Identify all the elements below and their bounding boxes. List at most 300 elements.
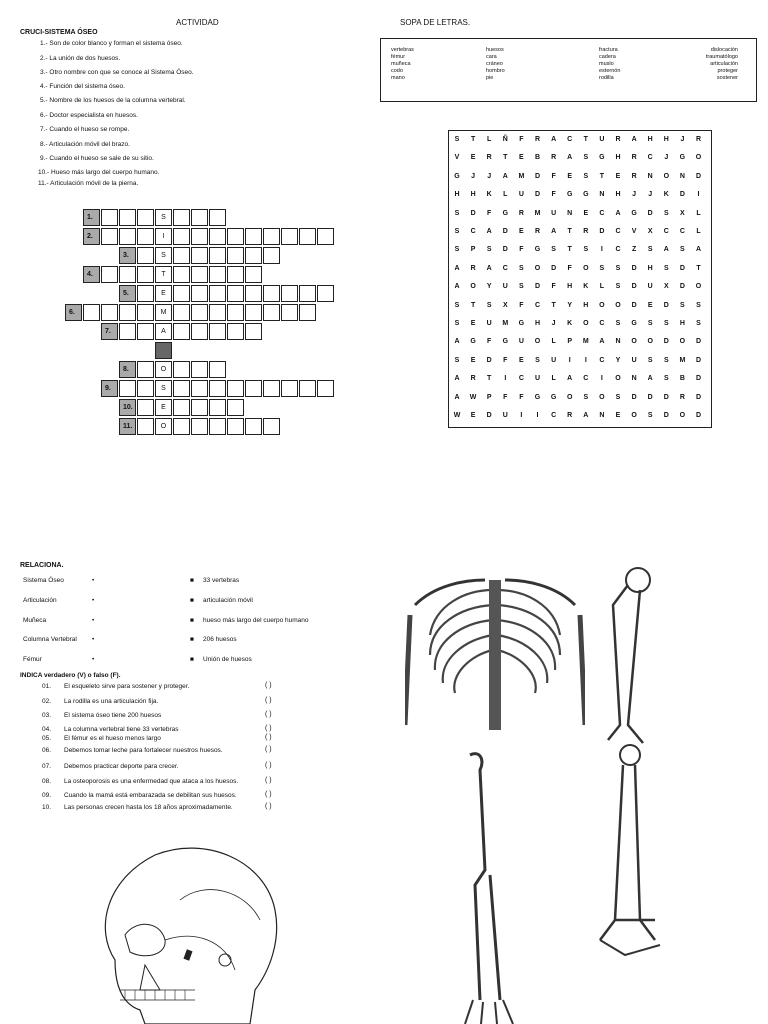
crossword-input-cell[interactable]: [101, 228, 118, 245]
word-search-letter[interactable]: D: [695, 338, 702, 346]
word-search-letter[interactable]: S: [663, 209, 669, 217]
crossword-input-cell[interactable]: [137, 399, 154, 416]
word-search-letter[interactable]: D: [631, 393, 637, 401]
word-search-letter[interactable]: C: [615, 228, 621, 235]
word-search-letter[interactable]: C: [583, 375, 589, 383]
word-search-letter[interactable]: D: [631, 264, 637, 272]
word-search-letter[interactable]: C: [679, 228, 685, 235]
word-search-letter[interactable]: E: [470, 356, 476, 364]
word-search-letter[interactable]: R: [470, 264, 476, 272]
relaciona-left-bullet[interactable]: •: [92, 656, 95, 663]
crossword-input-cell[interactable]: [173, 418, 190, 435]
crossword-input-cell[interactable]: [119, 304, 136, 321]
word-search-letter[interactable]: S: [680, 246, 685, 254]
word-search-letter[interactable]: S: [454, 246, 460, 254]
word-search-letter[interactable]: E: [470, 154, 476, 162]
word-search-letter[interactable]: O: [679, 338, 686, 346]
relaciona-right-bullet[interactable]: ■: [190, 597, 194, 604]
word-search-letter[interactable]: U: [551, 356, 557, 364]
word-search-letter[interactable]: D: [663, 412, 669, 419]
word-search-letter[interactable]: D: [631, 301, 637, 309]
word-search-letter[interactable]: U: [518, 338, 524, 346]
crossword-input-cell[interactable]: [245, 380, 262, 397]
tf-answer-blank[interactable]: ( ): [265, 803, 272, 810]
word-search-letter[interactable]: H: [663, 136, 669, 143]
word-search-letter[interactable]: I: [504, 375, 507, 383]
word-search-letter[interactable]: D: [695, 393, 702, 401]
word-search-letter[interactable]: S: [583, 154, 589, 162]
word-search-letter[interactable]: G: [518, 320, 525, 327]
word-search-letter[interactable]: N: [631, 375, 637, 383]
crossword-input-cell[interactable]: [299, 285, 316, 302]
word-search-letter[interactable]: C: [470, 228, 476, 235]
crossword-input-cell[interactable]: [209, 304, 226, 321]
word-search-letter[interactable]: N: [679, 172, 685, 180]
crossword-input-cell[interactable]: [227, 228, 244, 245]
word-search-letter[interactable]: L: [696, 209, 701, 217]
word-search-letter[interactable]: C: [599, 320, 605, 327]
crossword-input-cell[interactable]: [173, 266, 190, 283]
crossword-input-cell[interactable]: [137, 285, 154, 302]
word-search-letter[interactable]: H: [647, 136, 653, 143]
word-search-letter[interactable]: G: [599, 154, 605, 162]
word-search-letter[interactable]: K: [486, 191, 492, 199]
word-search-letter[interactable]: G: [534, 246, 541, 254]
crossword-input-cell[interactable]: [227, 418, 244, 435]
word-search-letter[interactable]: S: [551, 246, 556, 254]
word-search-letter[interactable]: D: [663, 393, 669, 401]
crossword-input-cell[interactable]: [209, 247, 226, 264]
word-search-letter[interactable]: D: [631, 283, 637, 291]
word-search-letter[interactable]: B: [679, 375, 685, 383]
word-search-letter[interactable]: S: [454, 301, 460, 309]
word-search-letter[interactable]: C: [663, 228, 669, 235]
word-search-letter[interactable]: B: [534, 154, 541, 162]
word-search-letter[interactable]: F: [487, 338, 492, 346]
word-search-letter[interactable]: S: [647, 356, 653, 364]
crossword-input-cell[interactable]: [83, 304, 100, 321]
word-search-letter[interactable]: U: [518, 191, 524, 199]
crossword-input-cell[interactable]: [137, 209, 154, 226]
word-search-letter[interactable]: A: [583, 412, 589, 419]
crossword-input-cell[interactable]: [173, 304, 190, 321]
word-search-letter[interactable]: E: [470, 412, 476, 419]
word-search-letter[interactable]: O: [583, 320, 589, 327]
crossword-input-cell[interactable]: [299, 228, 316, 245]
word-search-letter[interactable]: P: [486, 393, 492, 401]
crossword-input-cell[interactable]: [137, 418, 154, 435]
word-search-letter[interactable]: S: [680, 301, 685, 309]
crossword-input-cell[interactable]: [299, 380, 316, 397]
relaciona-left-bullet[interactable]: •: [92, 597, 95, 604]
word-search-letter[interactable]: G: [454, 172, 460, 180]
relaciona-right-bullet[interactable]: ■: [190, 577, 194, 584]
crossword-input-cell[interactable]: [227, 266, 244, 283]
word-search-letter[interactable]: D: [470, 209, 476, 217]
word-search-letter[interactable]: T: [567, 228, 572, 235]
word-search-letter[interactable]: A: [647, 375, 653, 383]
word-search-letter[interactable]: T: [487, 375, 492, 383]
word-search-letter[interactable]: O: [647, 338, 653, 346]
word-search-letter[interactable]: E: [647, 301, 653, 309]
crossword-input-cell[interactable]: [209, 323, 226, 340]
word-search-letter[interactable]: F: [503, 393, 508, 401]
word-search-letter[interactable]: H: [615, 154, 621, 162]
relaciona-right-bullet[interactable]: ■: [190, 656, 194, 663]
word-search-letter[interactable]: S: [647, 246, 653, 254]
word-search-letter[interactable]: R: [518, 209, 524, 217]
word-search-letter[interactable]: S: [647, 320, 653, 327]
word-search-letter[interactable]: G: [631, 209, 637, 217]
word-search-letter[interactable]: T: [583, 136, 588, 143]
word-search-letter[interactable]: C: [551, 412, 557, 419]
crossword-input-cell[interactable]: [101, 304, 118, 321]
word-search-letter[interactable]: S: [615, 393, 621, 401]
crossword-input-cell[interactable]: [227, 247, 244, 264]
word-search-grid[interactable]: [448, 130, 712, 428]
word-search-letter[interactable]: C: [567, 136, 573, 143]
word-search-letter[interactable]: S: [454, 136, 460, 143]
word-search-letter[interactable]: K: [567, 320, 573, 327]
crossword-input-cell[interactable]: [209, 418, 226, 435]
crossword-input-cell[interactable]: [299, 304, 316, 321]
word-search-letter[interactable]: C: [502, 264, 508, 272]
word-search-letter[interactable]: H: [454, 191, 460, 199]
word-search-letter[interactable]: D: [599, 228, 605, 235]
word-search-letter[interactable]: I: [600, 246, 603, 254]
word-search-letter[interactable]: S: [663, 320, 669, 327]
word-search-letter[interactable]: D: [551, 264, 557, 272]
word-search-letter[interactable]: W: [469, 393, 477, 401]
crossword-input-cell[interactable]: [209, 285, 226, 302]
word-search-letter[interactable]: P: [470, 246, 476, 254]
word-search-letter[interactable]: R: [615, 136, 621, 143]
word-search-letter[interactable]: D: [679, 191, 685, 199]
word-search-letter[interactable]: A: [454, 393, 460, 401]
word-search-letter[interactable]: C: [615, 246, 621, 254]
word-search-letter[interactable]: O: [695, 283, 702, 291]
word-search-letter[interactable]: L: [551, 375, 556, 383]
word-search-letter[interactable]: R: [679, 393, 685, 401]
crossword-input-cell[interactable]: [263, 285, 280, 302]
crossword-input-cell[interactable]: [209, 361, 226, 378]
word-search-letter[interactable]: M: [582, 338, 589, 346]
word-search-letter[interactable]: A: [486, 228, 492, 235]
crossword-input-cell[interactable]: [209, 228, 226, 245]
word-search-letter[interactable]: V: [454, 154, 460, 162]
word-search-letter[interactable]: X: [680, 209, 685, 217]
crossword-input-cell[interactable]: [101, 209, 118, 226]
crossword-input-cell[interactable]: [281, 380, 298, 397]
word-search-letter[interactable]: L: [551, 338, 556, 346]
word-search-letter[interactable]: Y: [486, 283, 492, 291]
word-search-letter[interactable]: N: [567, 209, 573, 217]
word-search-letter[interactable]: O: [695, 154, 702, 162]
word-search-letter[interactable]: O: [663, 172, 670, 180]
word-search-letter[interactable]: S: [519, 264, 524, 272]
word-search-letter[interactable]: O: [534, 264, 541, 272]
crossword-input-cell[interactable]: [191, 418, 208, 435]
word-search-letter[interactable]: F: [551, 172, 556, 180]
crossword-input-cell[interactable]: [191, 247, 208, 264]
word-search-letter[interactable]: E: [615, 172, 621, 180]
relaciona-right-bullet[interactable]: ■: [190, 636, 194, 643]
word-search-letter[interactable]: J: [471, 172, 476, 180]
word-search-letter[interactable]: D: [647, 209, 653, 217]
word-search-letter[interactable]: U: [599, 136, 605, 143]
word-search-letter[interactable]: A: [551, 136, 557, 143]
word-search-letter[interactable]: A: [551, 228, 557, 235]
word-search-letter[interactable]: S: [647, 412, 653, 419]
word-search-letter[interactable]: S: [583, 246, 589, 254]
word-search-letter[interactable]: E: [470, 320, 476, 327]
word-search-letter[interactable]: A: [567, 375, 573, 383]
tf-answer-blank[interactable]: ( ): [265, 777, 272, 784]
relaciona-right-bullet[interactable]: ■: [190, 617, 194, 624]
crossword-input-cell[interactable]: [317, 285, 334, 302]
word-search-letter[interactable]: Z: [631, 246, 637, 254]
crossword-input-cell[interactable]: [119, 266, 136, 283]
word-search-letter[interactable]: X: [647, 228, 653, 235]
crossword-input-cell[interactable]: [317, 228, 334, 245]
crossword-input-cell[interactable]: [173, 209, 190, 226]
word-search-letter[interactable]: R: [470, 375, 476, 383]
word-search-letter[interactable]: R: [486, 154, 492, 162]
crossword-input-cell[interactable]: [245, 418, 262, 435]
word-search-letter[interactable]: I: [568, 356, 571, 364]
word-search-letter[interactable]: O: [470, 283, 476, 291]
word-search-letter[interactable]: C: [518, 375, 524, 383]
word-search-letter[interactable]: L: [696, 228, 701, 235]
tf-answer-blank[interactable]: ( ): [265, 791, 272, 798]
word-search-letter[interactable]: N: [599, 191, 605, 199]
crossword-input-cell[interactable]: [245, 323, 262, 340]
word-search-letter[interactable]: H: [647, 264, 653, 272]
word-search-letter[interactable]: A: [567, 154, 573, 162]
crossword-input-cell[interactable]: [137, 304, 154, 321]
word-search-letter[interactable]: R: [631, 172, 637, 180]
crossword-input-cell[interactable]: [317, 380, 334, 397]
word-search-letter[interactable]: H: [679, 320, 685, 327]
crossword-input-cell[interactable]: [263, 418, 280, 435]
word-search-letter[interactable]: G: [583, 191, 589, 199]
word-search-letter[interactable]: H: [534, 320, 541, 327]
word-search-letter[interactable]: D: [679, 283, 685, 291]
word-search-letter[interactable]: I: [536, 412, 539, 419]
word-search-letter[interactable]: R: [583, 228, 589, 235]
word-search-letter[interactable]: E: [583, 209, 589, 217]
crossword-input-cell[interactable]: [137, 247, 154, 264]
word-search-letter[interactable]: G: [550, 393, 557, 401]
word-search-letter[interactable]: A: [454, 264, 460, 272]
tf-answer-blank[interactable]: ( ): [265, 697, 272, 704]
crossword-input-cell[interactable]: [119, 380, 136, 397]
word-search-letter[interactable]: D: [486, 412, 492, 419]
relaciona-left-bullet[interactable]: •: [92, 636, 95, 643]
crossword-input-cell[interactable]: [119, 209, 136, 226]
crossword-input-cell[interactable]: [281, 228, 298, 245]
crossword-input-cell[interactable]: [137, 380, 154, 397]
word-search-letter[interactable]: S: [615, 283, 621, 291]
word-search-letter[interactable]: I: [584, 356, 587, 364]
word-search-letter[interactable]: T: [470, 301, 476, 309]
tf-answer-blank[interactable]: ( ): [265, 734, 272, 741]
word-search-letter[interactable]: S: [663, 264, 669, 272]
word-search-letter[interactable]: S: [486, 301, 492, 309]
word-search-letter[interactable]: F: [567, 264, 572, 272]
tf-answer-blank[interactable]: ( ): [265, 746, 272, 753]
word-search-letter[interactable]: J: [632, 191, 637, 199]
word-search-letter[interactable]: D: [663, 338, 669, 346]
word-search-letter[interactable]: S: [519, 283, 524, 291]
word-search-letter[interactable]: C: [599, 209, 605, 217]
tf-answer-blank[interactable]: ( ): [265, 682, 272, 689]
word-search-letter[interactable]: R: [551, 154, 557, 162]
word-search-letter[interactable]: E: [519, 228, 524, 235]
word-search-letter[interactable]: S: [663, 356, 669, 364]
word-search-letter[interactable]: F: [487, 209, 492, 217]
word-search-letter[interactable]: Y: [615, 356, 621, 364]
crossword-input-cell[interactable]: [209, 380, 226, 397]
crossword-input-cell[interactable]: [137, 323, 154, 340]
word-search-letter[interactable]: M: [679, 356, 686, 364]
word-search-letter[interactable]: S: [615, 264, 621, 272]
crossword-input-cell[interactable]: [137, 228, 154, 245]
word-search-letter[interactable]: C: [534, 301, 541, 309]
crossword-input-cell[interactable]: [227, 304, 244, 321]
word-search-letter[interactable]: X: [663, 283, 669, 291]
word-search-letter[interactable]: S: [696, 301, 701, 309]
word-search-letter[interactable]: T: [696, 264, 701, 272]
crossword-input-cell[interactable]: [263, 247, 280, 264]
crossword-input-cell[interactable]: [245, 304, 262, 321]
word-search-letter[interactable]: O: [566, 393, 573, 401]
word-search-letter[interactable]: F: [519, 246, 524, 254]
word-search-letter[interactable]: R: [534, 228, 541, 235]
crossword-input-cell[interactable]: [173, 380, 190, 397]
word-search-letter[interactable]: C: [647, 154, 653, 162]
word-search-letter[interactable]: G: [502, 338, 509, 346]
word-search-letter[interactable]: T: [599, 172, 605, 180]
crossword-input-cell[interactable]: [119, 228, 136, 245]
word-search-letter[interactable]: D: [695, 172, 702, 180]
crossword-input-cell[interactable]: [209, 209, 226, 226]
word-search-letter[interactable]: R: [631, 154, 637, 162]
crossword-input-cell[interactable]: [191, 323, 208, 340]
word-search-letter[interactable]: P: [567, 338, 573, 346]
crossword-input-cell[interactable]: [281, 304, 298, 321]
crossword-input-cell[interactable]: [209, 266, 226, 283]
word-search-letter[interactable]: U: [647, 283, 653, 291]
word-search-letter[interactable]: W: [453, 412, 461, 419]
word-search-letter[interactable]: D: [663, 301, 669, 309]
word-search-letter[interactable]: I: [697, 191, 700, 199]
word-search-letter[interactable]: A: [631, 136, 637, 143]
word-search-letter[interactable]: J: [648, 191, 653, 199]
word-search-letter[interactable]: D: [695, 375, 702, 383]
word-search-letter[interactable]: S: [663, 375, 669, 383]
word-search-letter[interactable]: A: [502, 172, 508, 180]
word-search-letter[interactable]: A: [695, 246, 702, 254]
word-search-letter[interactable]: D: [534, 191, 541, 199]
word-search-letter[interactable]: S: [696, 320, 701, 327]
word-search-letter[interactable]: G: [679, 154, 686, 162]
word-search-letter[interactable]: X: [502, 301, 508, 309]
word-search-letter[interactable]: O: [599, 393, 605, 401]
word-search-letter[interactable]: A: [615, 209, 621, 217]
word-search-letter[interactable]: F: [551, 191, 556, 199]
crossword-input-cell[interactable]: [227, 399, 244, 416]
word-search-letter[interactable]: Ñ: [502, 136, 508, 143]
word-search-letter[interactable]: G: [470, 338, 476, 346]
word-search-letter[interactable]: D: [679, 264, 685, 272]
word-search-letter[interactable]: D: [534, 172, 541, 180]
crossword-input-cell[interactable]: [245, 285, 262, 302]
word-search-letter[interactable]: O: [583, 264, 589, 272]
crossword-input-cell[interactable]: [263, 304, 280, 321]
crossword-input-cell[interactable]: [119, 323, 136, 340]
word-search-letter[interactable]: A: [486, 264, 492, 272]
word-search-letter[interactable]: F: [519, 301, 524, 309]
crossword-input-cell[interactable]: [173, 323, 190, 340]
word-search-letter[interactable]: A: [454, 375, 460, 383]
word-search-letter[interactable]: O: [615, 301, 621, 309]
word-search-letter[interactable]: T: [567, 246, 572, 254]
word-search-letter[interactable]: S: [454, 356, 460, 364]
crossword-input-cell[interactable]: [245, 228, 262, 245]
tf-answer-blank[interactable]: ( ): [265, 762, 272, 769]
word-search-letter[interactable]: L: [487, 136, 492, 143]
word-search-letter[interactable]: S: [583, 393, 589, 401]
word-search-letter[interactable]: E: [519, 356, 524, 364]
word-search-letter[interactable]: U: [502, 412, 508, 419]
word-search-letter[interactable]: J: [664, 154, 669, 162]
word-search-letter[interactable]: F: [519, 136, 524, 143]
word-search-letter[interactable]: U: [502, 283, 508, 291]
crossword-input-cell[interactable]: [191, 304, 208, 321]
word-search-letter[interactable]: I: [600, 375, 603, 383]
word-search-letter[interactable]: D: [486, 356, 492, 364]
word-search-letter[interactable]: E: [567, 172, 573, 180]
crossword-input-cell[interactable]: [173, 399, 190, 416]
crossword-input-cell[interactable]: [191, 209, 208, 226]
crossword-input-cell[interactable]: [191, 285, 208, 302]
relaciona-left-bullet[interactable]: •: [92, 617, 95, 624]
crossword-input-cell[interactable]: [263, 380, 280, 397]
word-search-letter[interactable]: U: [631, 356, 637, 364]
word-search-letter[interactable]: U: [551, 209, 557, 217]
word-search-letter[interactable]: U: [486, 320, 492, 327]
word-search-letter[interactable]: R: [567, 412, 573, 419]
word-search-letter[interactable]: M: [534, 209, 541, 217]
word-search-letter[interactable]: C: [599, 356, 605, 364]
word-search-letter[interactable]: S: [599, 264, 605, 272]
word-search-letter[interactable]: S: [454, 209, 460, 217]
word-search-letter[interactable]: S: [583, 172, 589, 180]
word-search-letter[interactable]: K: [583, 283, 589, 291]
word-search-letter[interactable]: H: [583, 301, 589, 309]
crossword-input-cell[interactable]: [101, 266, 118, 283]
word-search-letter[interactable]: R: [534, 136, 541, 143]
word-search-letter[interactable]: S: [535, 356, 540, 364]
word-search-letter[interactable]: M: [502, 320, 509, 327]
word-search-letter[interactable]: G: [631, 320, 637, 327]
word-search-letter[interactable]: T: [503, 154, 508, 162]
crossword-input-cell[interactable]: [191, 399, 208, 416]
word-search-letter[interactable]: S: [454, 320, 460, 327]
word-search-letter[interactable]: U: [534, 375, 541, 383]
word-search-letter[interactable]: R: [695, 136, 702, 143]
